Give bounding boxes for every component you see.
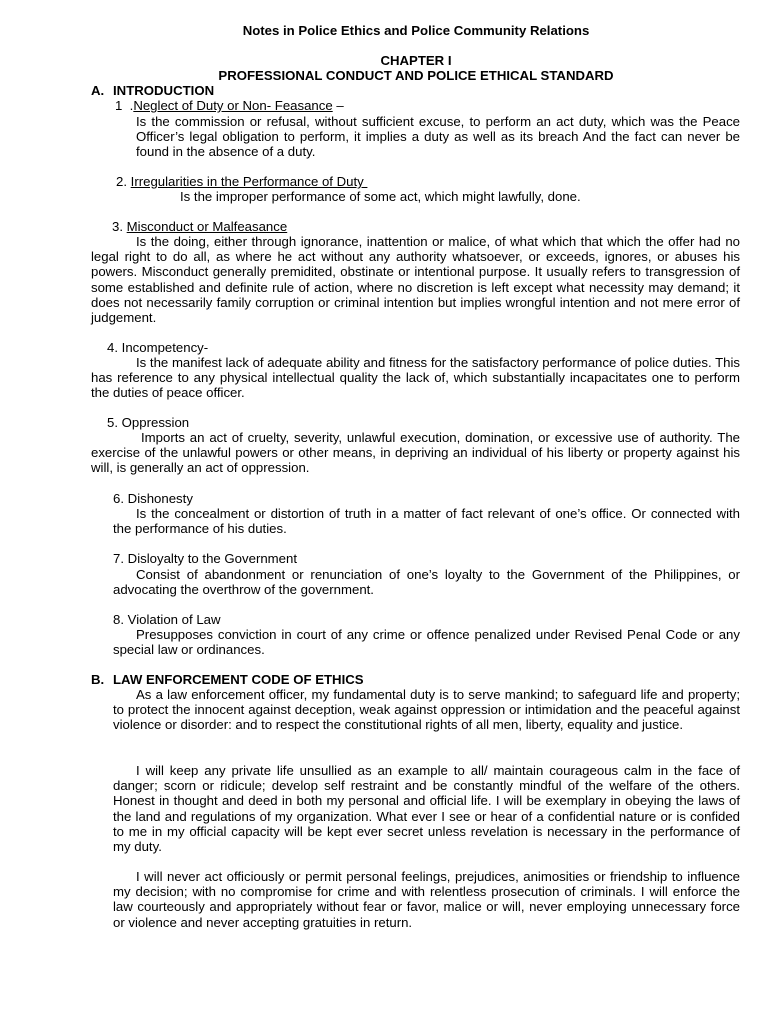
item-6-number: 6. [113, 491, 128, 506]
item-4-title: Incompetency- [121, 340, 209, 355]
section-b-label: B. [91, 672, 105, 687]
section-b-heading [91, 672, 364, 687]
document-title: Notes in Police Ethics and Police Community Relations [242, 23, 590, 38]
item-1-title: Neglect of Duty or Non- Feasance [133, 98, 333, 113]
code-paragraph: I will never act officiously or permit personal feelings, prejudices, animosities or friendship to influence my decision; with no compromise for crime and with relentless prosecution of criminals. I will enforce the law courteously and appropriately without fear or favor, malice or will, never employing unnecessary force or violence and never accepting gratuities in return. [113, 869, 740, 930]
item-3-heading [112, 219, 287, 234]
section-a-title: INTRODUCTION [113, 83, 215, 98]
item-2-text: Is the improper performance of some act, which might lawfully, done. [180, 189, 581, 204]
item-7-title: Disloyalty to the Government [127, 551, 297, 566]
item-8-heading [113, 612, 221, 627]
item-6-title: Dishonesty [127, 491, 193, 506]
item-4-heading [107, 340, 208, 355]
item-3-text: Is the doing, either through ignorance, inattention or malice, of what which that which the offer had no legal right to do all, as where he act without any authority whatsoever, or exceeds, ignores, or abuses his powers. Misconduct generally premidited, obstinate or intentional purpose. It usually refers to transgression of some established and definite rule of action, where no discretion is left except what necessity may demand; it does not necessarily family corruption or criminal intention but implies wrongful intention and not mere error of judgement. [91, 234, 740, 326]
item-6-heading [113, 491, 193, 506]
item-7-number: 7. [113, 551, 128, 566]
item-8-text: Presupposes conviction in court of any crime or offence penalized under Revised Penal Code or any special law or ordinances. [113, 627, 740, 658]
item-5-title: Oppression [121, 415, 190, 430]
section-a-heading [91, 83, 214, 98]
item-4-text: Is the manifest lack of adequate ability and fitness for the satisfactory performance of police duties. This has reference to any physical intellectual quality the lack of, which substantially incapacitates one to perform the duties of peace officer. [91, 355, 740, 401]
item-1-suffix: – [332, 98, 344, 113]
item-3-title: Misconduct or Malfeasance [126, 219, 288, 234]
item-8-number: 8. [113, 612, 128, 627]
code-paragraph: I will keep any private life unsullied as an example to all/ maintain courageous calm in the face of danger; scorn or ridicule; develop self restraint and be constantly mindful of the welfare of the others. Honest in thought and deed in both my personal and official life. I will be exemplary in obeying the laws of the land and regulations of my organization. What ever I see or hear of a confidential nature or is confided to me in my official capacity will be kept ever secret unless revelation is necessary in the performance of my duty. [113, 763, 740, 855]
chapter-number: CHAPTER I [380, 53, 452, 68]
item-2-title: Irregularities in the Performance of Duty [130, 174, 368, 189]
section-a-label: A. [91, 83, 105, 98]
item-1-heading [115, 98, 344, 113]
item-2-heading [116, 174, 367, 189]
item-2-number: 2. [116, 174, 131, 189]
item-6-text: Is the concealment or distortion of truth in a matter of fact relevant of one’s office. Or connected with the performance of his duties. [113, 506, 740, 537]
item-7-text: Consist of abandonment or renunciation of one’s loyalty to the Government of the Philippines, or advocating the overthrow of the government. [113, 567, 740, 598]
item-8-title: Violation of Law [127, 612, 221, 627]
item-1-text: Is the commission or refusal, without sufficient excuse, to perform an act duty, which was the Peace Officer’s legal obligation to perform, it implies a duty as well as its breach And the fact can never be found in the absence of a duty. [136, 114, 740, 160]
chapter-title: PROFESSIONAL CONDUCT AND POLICE ETHICAL STANDARD [218, 68, 614, 83]
item-1-number: 1 . [115, 98, 134, 113]
section-b-title: LAW ENFORCEMENT CODE OF ETHICS [113, 672, 364, 687]
code-paragraph: As a law enforcement officer, my fundamental duty is to serve mankind; to safeguard life and property; to protect the innocent against deception, weak against oppression or intimidation and the peaceful against violence or disorder: and to respect the constitutional rights of all men, liberty, equality and justice. [113, 687, 740, 733]
item-5-text: Imports an act of cruelty, severity, unlawful execution, domination, or excessive use of authority. The exercise of the unlawful powers or other means, in depriving an individual of his liberty or property against his will, is generally an act of oppression. [91, 430, 740, 476]
item-5-number: 5. [107, 415, 122, 430]
item-3-number: 3. [112, 219, 127, 234]
item-7-heading [113, 551, 297, 566]
item-4-number: 4. [107, 340, 122, 355]
item-5-heading [107, 415, 189, 430]
